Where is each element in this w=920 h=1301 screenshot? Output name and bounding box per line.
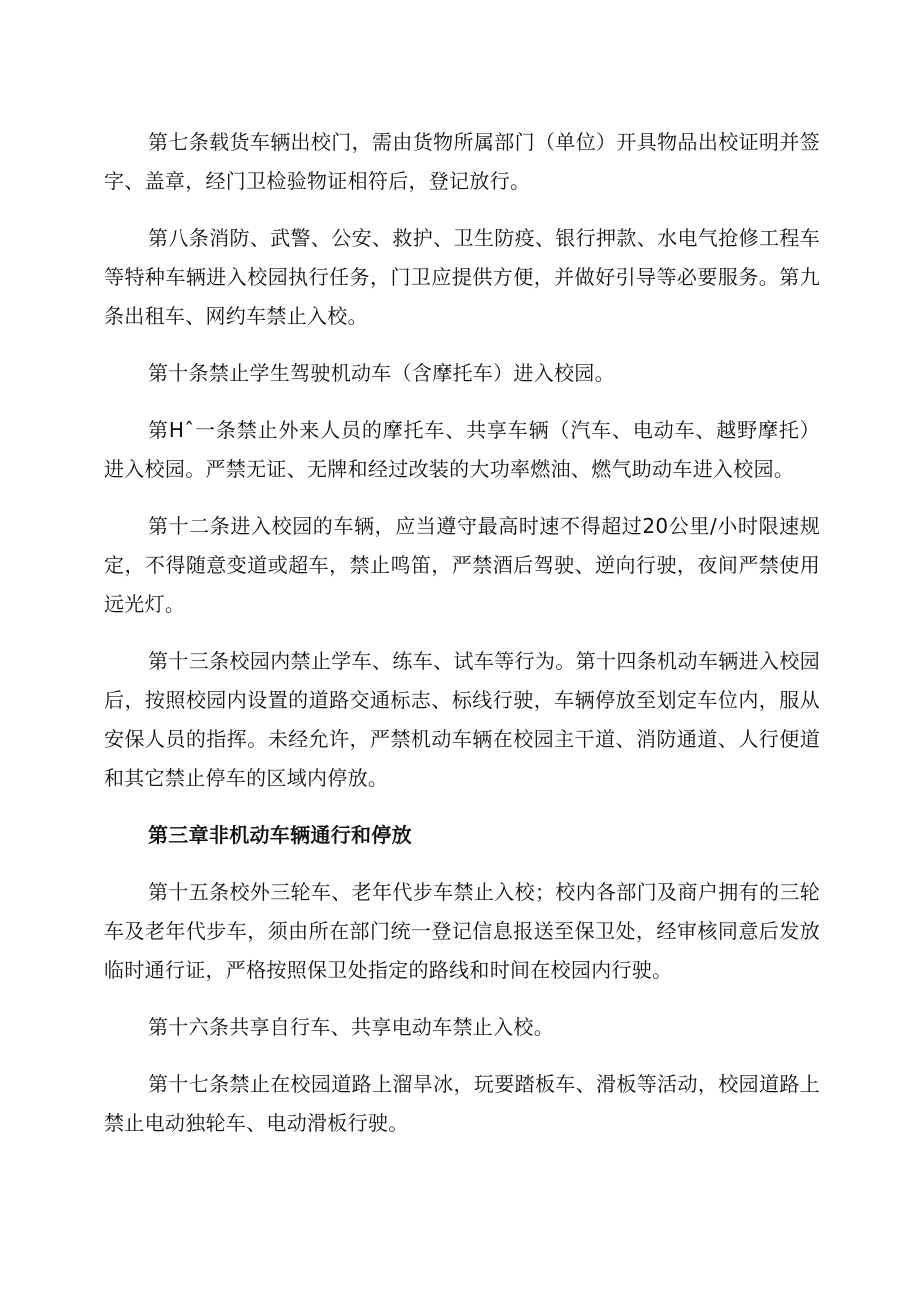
article-17-paragraph: 第十七条禁止在校园道路上溜旱冰，玩要踏板车、滑板等活动，校园道路上禁止电动独轮车、电动滑板行驶。 [104, 1072, 820, 1135]
article-7-paragraph: 第七条载货车辆出校门，需由货物所属部门（单位）开具物品出校证明并签字、盖章，经门卫检验物证相符后，登记放行。 [104, 130, 820, 193]
document-body [104, 123, 820, 1161]
article-12-paragraph: 第十二条进入校园的车辆，应当遵守最高时速不得超过20公里/小时限速规定，不得随意变道或超车，禁止鸣笛，严禁酒后驾驶、逆向行驶，夜间严禁使用远光灯。 [104, 514, 820, 616]
article-8-9-paragraph: 第八条消防、武警、公安、救护、卫生防疫、银行押款、水电气抢修工程车等特种车辆进入校园执行任务，门卫应提供方便，并做好引导等必要服务。第九条出租车、网约车禁止入校。 [104, 226, 820, 328]
article-10-paragraph: 第十条禁止学生驾驶机动车（含摩托车）进入校园。 [148, 361, 615, 385]
article-13-14-paragraph: 第十三条校园内禁止学车、练车、试车等行为。第十四条机动车辆进入校园后，按照校园内设置的道路交通标志、标线行驶，车辆停放至划定车位内，服从安保人员的指挥。未经允许，严禁机动车辆在校园主干道、消防通道、人行便道和其它禁止停车的区域内停放。 [104, 649, 820, 790]
chapter-3-heading: 第三章非机动车辆通行和停放 [148, 823, 412, 847]
article-16-paragraph: 第十六条共享自行车、共享电动车禁止入校。 [148, 1015, 554, 1039]
article-15-paragraph: 第十五条校外三轮车、老年代步车禁止入校；校内各部门及商户拥有的三轮车及老年代步车，须由所在部门统一登记信息报送至保卫处，经审核同意后发放临时通行证，严格按照保卫处指定的路线和时间在校园内行驶。 [104, 880, 820, 982]
article-11-paragraph: 第Hˆ一条禁止外来人员的摩托车、共享车辆（汽车、电动车、越野摩托）进入校园。严禁无证、无牌和经过改装的大功率燃油、燃气助动车进入校园。 [104, 418, 820, 481]
